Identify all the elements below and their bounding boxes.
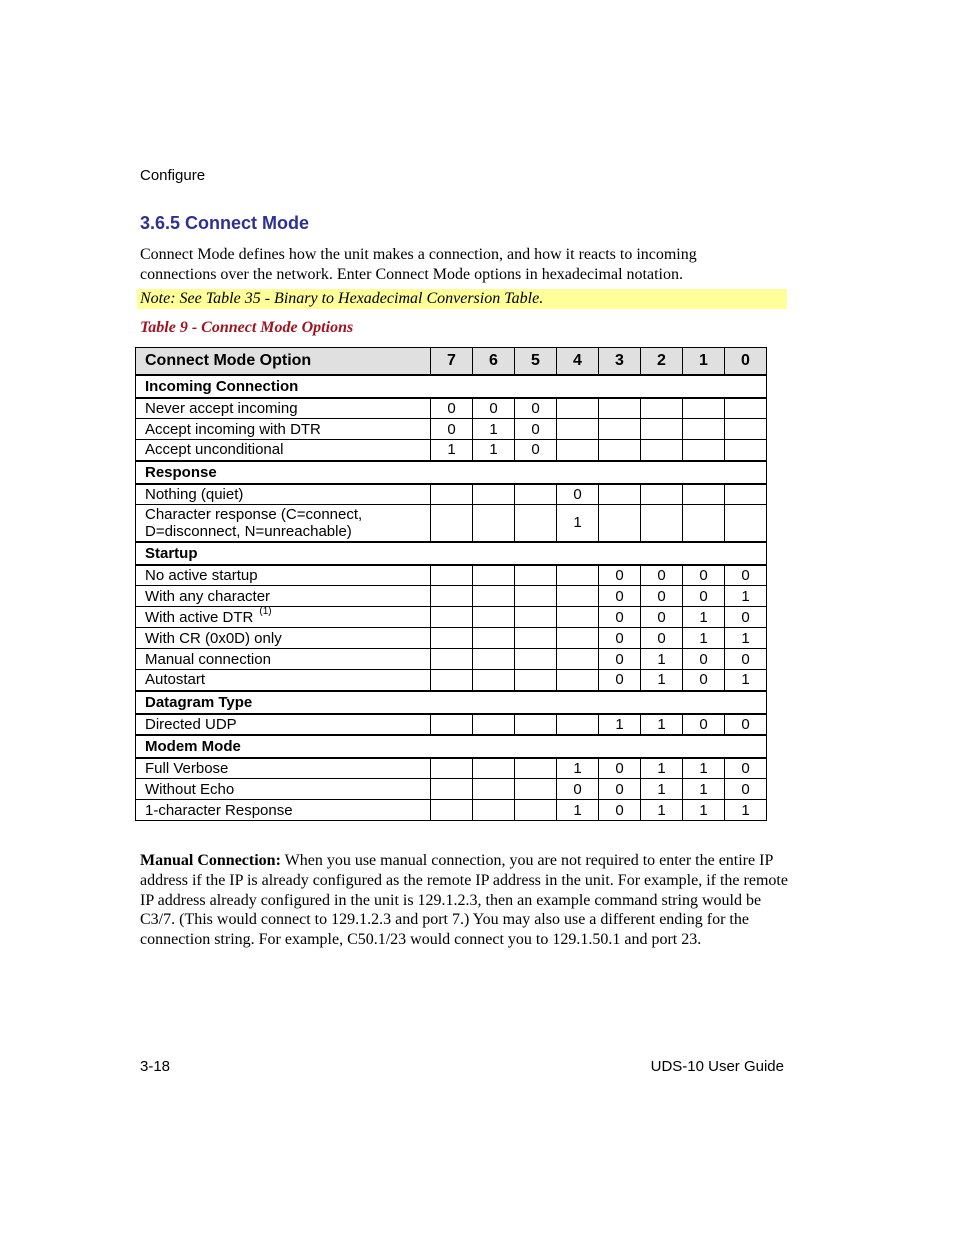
table-body <box>136 375 767 821</box>
option-label: Never accept incoming <box>145 399 298 417</box>
bit-cell: 0 <box>431 398 473 419</box>
bit-cell <box>473 607 515 628</box>
option-cell <box>136 758 431 779</box>
bit-cell: 1 <box>683 628 725 649</box>
table-group-row <box>136 461 767 484</box>
bit-cell <box>515 779 557 800</box>
bit-cell <box>431 649 473 670</box>
bit-cell: 0 <box>599 586 641 607</box>
bit-cell <box>431 505 473 542</box>
option-cell <box>136 586 431 607</box>
bit-cell <box>473 586 515 607</box>
option-label: With CR (0x0D) only <box>145 629 282 647</box>
section-title: 3.6.5 Connect Mode <box>140 213 310 233</box>
column-header-bit-3: 3 <box>599 348 641 375</box>
bit-cell: 1 <box>725 586 767 607</box>
bit-cell <box>725 398 767 419</box>
option-label: Without Echo <box>145 780 235 798</box>
bit-cell: 0 <box>557 484 599 505</box>
table-row <box>136 779 767 800</box>
footnote-marker: (1) <box>259 605 272 617</box>
bit-cell <box>515 628 557 649</box>
bit-cell: 1 <box>599 714 641 735</box>
bit-cell <box>641 398 683 419</box>
guide-title: UDS-10 User Guide <box>650 1058 784 1075</box>
table-row <box>136 714 767 735</box>
bit-cell: 0 <box>599 607 641 628</box>
bit-cell <box>683 505 725 542</box>
bit-cell: 1 <box>683 779 725 800</box>
bit-cell <box>515 758 557 779</box>
table-row <box>136 484 767 505</box>
bit-cell: 0 <box>683 565 725 586</box>
bit-cell <box>473 779 515 800</box>
connect-mode-table <box>135 347 767 821</box>
bit-cell: 0 <box>683 649 725 670</box>
bit-cell <box>431 628 473 649</box>
bit-cell: 1 <box>725 800 767 821</box>
option-cell <box>136 800 431 821</box>
table-header-row <box>136 348 767 375</box>
bit-cell <box>683 484 725 505</box>
bit-cell <box>725 440 767 461</box>
table-group-row <box>136 735 767 758</box>
note-highlight: Note: See Table 35 - Binary to Hexadecimal Conversion Table. <box>137 289 787 309</box>
bit-cell <box>473 565 515 586</box>
table-row <box>136 800 767 821</box>
bit-cell <box>599 505 641 542</box>
bit-cell: 0 <box>599 649 641 670</box>
bit-cell: 0 <box>515 398 557 419</box>
option-cell <box>136 398 431 419</box>
table-row <box>136 758 767 779</box>
bit-cell <box>431 779 473 800</box>
table-row <box>136 505 767 542</box>
option-cell <box>136 714 431 735</box>
bit-cell: 0 <box>641 565 683 586</box>
bit-cell: 0 <box>725 649 767 670</box>
table-row <box>136 586 767 607</box>
manual-connection-paragraph <box>140 851 790 950</box>
bit-cell <box>431 586 473 607</box>
bit-cell: 0 <box>515 440 557 461</box>
column-header-bit-1: 1 <box>683 348 725 375</box>
column-header-bit-6: 6 <box>473 348 515 375</box>
option-label: With active DTR <box>145 608 254 626</box>
bit-cell <box>641 419 683 440</box>
option-cell <box>136 779 431 800</box>
column-header-bit-5: 5 <box>515 348 557 375</box>
column-header-bit-7: 7 <box>431 348 473 375</box>
bit-cell <box>473 484 515 505</box>
bit-cell <box>683 398 725 419</box>
bit-cell <box>599 419 641 440</box>
bit-cell: 0 <box>683 670 725 691</box>
bit-cell <box>641 505 683 542</box>
bit-cell: 0 <box>725 607 767 628</box>
bit-cell <box>725 484 767 505</box>
bit-cell: 0 <box>725 714 767 735</box>
bit-cell <box>557 714 599 735</box>
bit-cell <box>557 670 599 691</box>
bit-cell <box>515 714 557 735</box>
bit-cell: 0 <box>641 607 683 628</box>
table-row <box>136 398 767 419</box>
group-heading: Startup <box>136 542 767 565</box>
bit-cell: 0 <box>431 419 473 440</box>
bit-cell: 0 <box>683 586 725 607</box>
bit-cell <box>725 505 767 542</box>
table-group-row <box>136 542 767 565</box>
option-cell <box>136 419 431 440</box>
bit-cell: 0 <box>515 419 557 440</box>
bit-cell: 1 <box>641 779 683 800</box>
bit-cell <box>515 586 557 607</box>
bit-cell <box>515 484 557 505</box>
running-header: Configure <box>140 167 206 184</box>
bit-cell: 1 <box>641 649 683 670</box>
bit-cell <box>599 484 641 505</box>
table-row <box>136 607 767 628</box>
bit-cell <box>431 484 473 505</box>
manual-connection-body: When you use manual connection, you are not required to enter the entire IP address if the IP is already configured as the remote IP address in the unit. For example, if the remote IP address already configured in the unit is 129.1.2.3, then an example command string would be C3/7. (This would connect to 129.1.2.3 and port 7.) You may also use a different ending for the connection string. For example, C50.1/23 would connect you to 129.1.50.1 and port 23. <box>140 852 788 949</box>
bit-cell <box>473 670 515 691</box>
bit-cell: 1 <box>683 607 725 628</box>
bit-cell <box>515 800 557 821</box>
table-caption: Table 9 - Connect Mode Options <box>140 319 354 336</box>
bit-cell <box>683 419 725 440</box>
bit-cell <box>599 398 641 419</box>
option-cell <box>136 484 431 505</box>
bit-cell <box>431 607 473 628</box>
option-cell <box>136 649 431 670</box>
bit-cell <box>725 419 767 440</box>
option-label: Full Verbose <box>145 759 229 777</box>
bit-cell <box>515 649 557 670</box>
bit-cell <box>557 565 599 586</box>
bit-cell: 1 <box>641 714 683 735</box>
bit-cell <box>515 565 557 586</box>
bit-cell: 1 <box>431 440 473 461</box>
table-group-row <box>136 375 767 398</box>
bit-cell: 0 <box>599 800 641 821</box>
bit-cell: 0 <box>641 628 683 649</box>
bit-cell <box>557 398 599 419</box>
bit-cell <box>431 758 473 779</box>
bit-cell <box>557 440 599 461</box>
bit-cell <box>557 607 599 628</box>
option-label: Manual connection <box>145 650 271 668</box>
option-label: No active startup <box>145 566 258 584</box>
bit-cell <box>599 440 641 461</box>
table-row <box>136 440 767 461</box>
bit-cell: 0 <box>557 779 599 800</box>
option-label: Nothing (quiet) <box>145 485 244 503</box>
option-label: 1-character Response <box>145 801 293 819</box>
bit-cell: 0 <box>725 758 767 779</box>
bit-cell: 0 <box>599 758 641 779</box>
table-row <box>136 565 767 586</box>
bit-cell <box>473 714 515 735</box>
option-label: Directed UDP <box>145 715 237 733</box>
table-row <box>136 628 767 649</box>
bit-cell: 1 <box>473 440 515 461</box>
bit-cell <box>431 670 473 691</box>
table-row <box>136 649 767 670</box>
bit-cell: 1 <box>557 758 599 779</box>
group-heading: Datagram Type <box>136 691 767 714</box>
option-label: With any character <box>145 587 271 605</box>
page-number: 3-18 <box>140 1058 171 1075</box>
bit-cell <box>557 628 599 649</box>
bit-cell: 1 <box>557 800 599 821</box>
table-row <box>136 419 767 440</box>
column-header-bit-0: 0 <box>725 348 767 375</box>
bit-cell <box>473 628 515 649</box>
bit-cell <box>557 586 599 607</box>
bit-cell <box>641 440 683 461</box>
group-heading: Modem Mode <box>136 735 767 758</box>
option-cell <box>136 505 431 542</box>
bit-cell: 1 <box>473 419 515 440</box>
bit-cell <box>515 670 557 691</box>
table-group-row <box>136 691 767 714</box>
bit-cell <box>557 419 599 440</box>
bit-cell: 1 <box>557 505 599 542</box>
bit-cell: 0 <box>599 565 641 586</box>
bit-cell <box>641 484 683 505</box>
bit-cell: 0 <box>599 779 641 800</box>
bit-cell: 1 <box>725 628 767 649</box>
bit-cell <box>431 565 473 586</box>
bit-cell: 1 <box>641 800 683 821</box>
manual-connection-lead: Manual Connection: <box>140 852 281 869</box>
option-label: Character response (C=connect, D=disconnect, N=unreachable) <box>145 505 363 540</box>
option-label: Autostart <box>145 671 206 689</box>
bit-cell <box>431 800 473 821</box>
group-heading: Incoming Connection <box>136 375 767 398</box>
group-heading: Response <box>136 461 767 484</box>
bit-cell: 0 <box>599 628 641 649</box>
option-cell <box>136 565 431 586</box>
bit-cell <box>683 440 725 461</box>
bit-cell: 0 <box>683 714 725 735</box>
column-header-bit-4: 4 <box>557 348 599 375</box>
bit-cell: 1 <box>641 670 683 691</box>
option-cell <box>136 440 431 461</box>
option-label: Accept unconditional <box>145 441 284 459</box>
column-header-option: Connect Mode Option <box>136 348 431 375</box>
bit-cell <box>473 800 515 821</box>
bit-cell: 0 <box>599 670 641 691</box>
option-label: Accept incoming with DTR <box>145 420 321 438</box>
bit-cell: 1 <box>683 758 725 779</box>
bit-cell <box>515 607 557 628</box>
bit-cell <box>557 649 599 670</box>
bit-cell: 0 <box>473 398 515 419</box>
option-cell <box>136 628 431 649</box>
bit-cell: 1 <box>683 800 725 821</box>
bit-cell <box>473 505 515 542</box>
bit-cell: 0 <box>725 779 767 800</box>
bit-cell <box>431 714 473 735</box>
bit-cell <box>515 505 557 542</box>
option-cell <box>136 670 431 691</box>
bit-cell: 1 <box>725 670 767 691</box>
option-cell <box>136 607 431 628</box>
intro-paragraph: Connect Mode defines how the unit makes a connection, and how it reacts to incoming connections over the network. Enter Connect Mode options in hexadecimal notation. <box>140 246 697 283</box>
bit-cell: 1 <box>641 758 683 779</box>
bit-cell <box>473 649 515 670</box>
bit-cell <box>473 758 515 779</box>
bit-cell: 0 <box>641 586 683 607</box>
table-row <box>136 670 767 691</box>
bit-cell: 0 <box>725 565 767 586</box>
column-header-bit-2: 2 <box>641 348 683 375</box>
